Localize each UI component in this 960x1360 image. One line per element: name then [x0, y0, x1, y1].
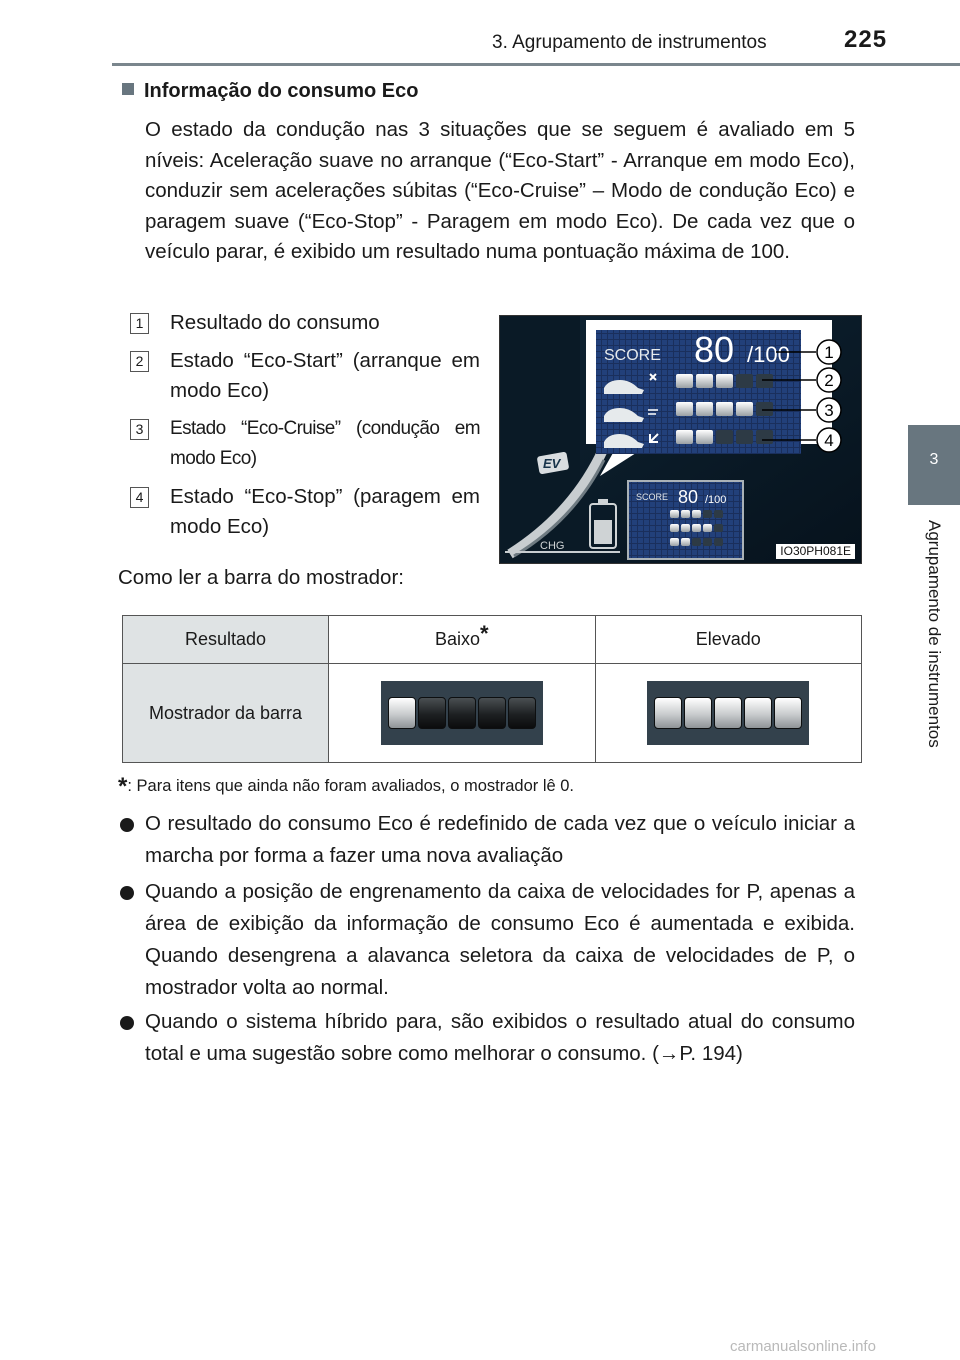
bar-segment: [714, 697, 742, 729]
level-segment: [692, 524, 701, 532]
bullet-text-1: O resultado do consumo Eco é redefinido de cada vez que o veículo iniciar a marcha por forma a fazer uma nova avaliação: [145, 812, 855, 867]
level-segment: [703, 538, 712, 546]
level-segment: [676, 402, 693, 416]
bar-segment: [448, 697, 476, 729]
intro-paragraph: O estado da condução nas 3 situações que se seguem é avaliado em 5 níveis: Aceleração suave no arranque (“Eco-Start” - Arranque em modo Eco), conduzir sem acelerações súbitas (“Eco-Cruise” – Modo de condução Eco) e paragem suave (“Eco-Stop” - Paragem em modo Eco). De cada vez que o veículo parar, é exibido um resultado numa pontuação máxima de 100.: [145, 118, 855, 263]
level-segment: [714, 538, 723, 546]
table-cell-low: [329, 664, 596, 763]
bullet-item-1: [145, 808, 855, 872]
bullet-text-3: Quando o sistema híbrido para, são exibidos o resultado atual do consumo total e uma sugestão sobre como melhorar o consumo. (→P. 194): [145, 1010, 855, 1065]
level-segment: [676, 430, 693, 444]
callout-text-1: Resultado do consumo: [170, 311, 380, 334]
bar-segment: [774, 697, 802, 729]
section-heading: [122, 80, 418, 103]
bullet-item-3: [145, 1006, 855, 1070]
footnote: [118, 773, 574, 801]
chapter-number: 3: [929, 451, 939, 468]
score-panel: [596, 329, 801, 454]
score-value: 80: [694, 329, 735, 370]
callout-item-3: [130, 414, 480, 475]
figure-code: IO30PH081E: [776, 544, 855, 559]
level-segment: [716, 402, 733, 416]
page-number: 225: [844, 26, 888, 53]
level-segment: [692, 510, 701, 518]
callout-item-2: [130, 346, 480, 407]
callout-item-1: [130, 308, 480, 339]
section-heading-text: Informação do consumo Eco: [144, 80, 419, 102]
bullet-dot-icon: [120, 886, 134, 900]
footnote-asterisk: *: [118, 773, 128, 800]
eco-score-figure: [499, 315, 862, 564]
callout-text-4: Estado “Eco-Stop” (paragem em modo Eco): [170, 484, 480, 538]
table-header-high: Elevado: [595, 616, 862, 664]
footnote-mark: *: [479, 621, 489, 646]
bar-segment: [388, 697, 416, 729]
cluster-illustration: [500, 316, 862, 564]
callout-number-2: 2: [130, 351, 149, 372]
callout-number-3: 3: [130, 419, 149, 440]
chapter-tab[interactable]: [908, 425, 960, 505]
table-header-low-text: Baixo: [434, 629, 480, 649]
callout-text-2: Estado “Eco-Start” (arranque em modo Eco): [170, 348, 480, 402]
table-header-result: Resultado: [123, 616, 329, 664]
level-segment: [681, 510, 690, 518]
score-max: /100: [747, 342, 790, 367]
level-segment: [714, 524, 723, 532]
mini-score-label: SCORE: [636, 492, 669, 502]
level-segment: [756, 374, 773, 388]
level-segment: [696, 402, 713, 416]
callout-number: 3: [824, 401, 834, 420]
callout-number-1: 1: [130, 313, 149, 334]
table-row-label: Mostrador da barra: [123, 664, 329, 763]
bar-display-low: [381, 681, 543, 745]
level-segment: [681, 524, 690, 532]
header-rule: [112, 63, 960, 66]
level-segment: [736, 430, 753, 444]
level-segment: [736, 374, 753, 388]
level-segment: [696, 374, 713, 388]
bar-segment: [744, 697, 772, 729]
bar-segment: [418, 697, 446, 729]
header-section-title: 3. Agrupamento de instrumentos: [492, 32, 767, 53]
bullet-text-2: Quando a posição de engrenamento da caixa de velocidades for P, apenas a área de exibição da informação de consumo Eco é aumentada e exibida. Quando desengrena a alavanca seletora da caixa de velocidades de P, o mostrador volta ao normal.: [145, 880, 855, 999]
level-segment: [670, 538, 679, 546]
callout-text-3: Estado “Eco-Cruise” (condução em modo Eco): [170, 417, 480, 469]
level-segment: [703, 510, 712, 518]
level-segment: [736, 402, 753, 416]
ev-badge-text: EV: [543, 456, 561, 471]
level-segment: [692, 538, 701, 546]
callout-number: 4: [824, 431, 834, 450]
chapter-label: Agrupamento de instrumentos: [925, 520, 944, 748]
read-label: Como ler a barra do mostrador:: [118, 566, 404, 589]
bar-segment: [478, 697, 506, 729]
bar-segment: [508, 697, 536, 729]
bar-segment: [684, 697, 712, 729]
table-header-low: [329, 616, 596, 664]
bar-reading-table: [122, 615, 862, 763]
callout-number-4: 4: [130, 487, 149, 508]
mini-score-panel: [628, 481, 743, 559]
bullet-item-2: [145, 876, 855, 1004]
level-segment: [670, 524, 679, 532]
level-segment: [756, 430, 773, 444]
score-label: SCORE: [604, 347, 661, 364]
table-cell-high: [595, 664, 862, 763]
bar-segment: [654, 697, 682, 729]
level-segment: [714, 510, 723, 518]
level-segment: [703, 524, 712, 532]
bullet-dot-icon: [120, 818, 134, 832]
footnote-text: : Para itens que ainda não foram avaliados, o mostrador lê 0.: [127, 777, 575, 795]
watermark: carmanualsonline.info: [730, 1338, 876, 1355]
bar-display-high: [647, 681, 809, 745]
mini-score-value: 80: [678, 487, 699, 507]
callout-number: 2: [824, 371, 834, 390]
bullet-dot-icon: [120, 1016, 134, 1030]
mini-score-max: /100: [705, 494, 727, 506]
callout-number: 1: [824, 343, 834, 362]
level-segment: [676, 374, 693, 388]
callout-item-4: [130, 482, 480, 543]
level-segment: [716, 374, 733, 388]
level-segment: [716, 430, 733, 444]
level-segment: [670, 510, 679, 518]
level-segment: [696, 430, 713, 444]
chg-label: CHG: [540, 540, 565, 552]
level-segment: [681, 538, 690, 546]
level-segment: [756, 402, 773, 416]
callout-list: [130, 308, 480, 550]
square-bullet-icon: [122, 83, 134, 95]
